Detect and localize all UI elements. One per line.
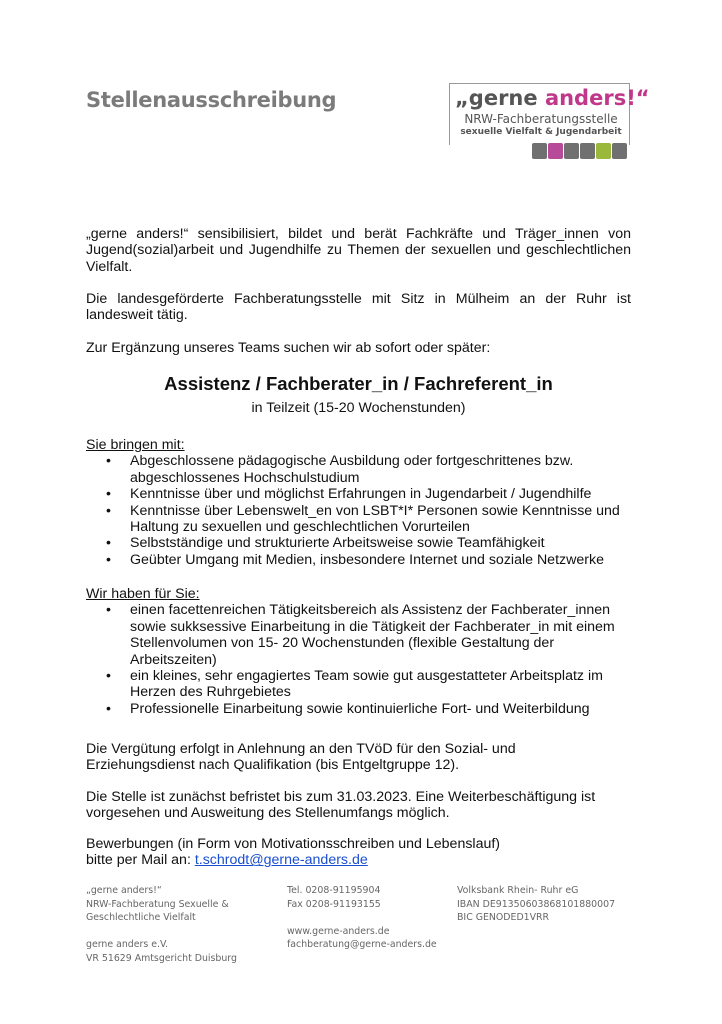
footer-line: Volksbank Rhein- Ruhr eG xyxy=(457,885,579,896)
list-item-text: einen facettenreichen Tätigkeitsbereich als Assistenz der Fachberater_innen sowie sukksessive Einarbeitung in die Tätigkeit der Fachberater_in mit einem Stellenvolumen von 15- 20 Wochenstunden (flexible Gestaltung der Arbeitszeiten) xyxy=(130,602,615,668)
list-item-text: Selbstständige und strukturierte Arbeitsweise sowie Teamfähigkeit xyxy=(130,535,545,552)
list-item-text: Geübter Umgang mit Medien, insbesondere Internet und soziale Netzwerke xyxy=(130,551,604,568)
email-link[interactable]: t.schrodt@gerne-anders.de xyxy=(194,852,368,869)
intro-paragraph-2: Die landesgeförderte Fachberatungsstelle mit Sitz in Mülheim an der Ruhr ist landesweit tätig. xyxy=(86,291,631,324)
list-item-text: Kenntnisse über und möglichst Erfahrungen in Jugendarbeit / Jugendhilfe xyxy=(130,486,592,503)
bullet-icon: • xyxy=(106,486,111,503)
document-title: Stellenausschreibung xyxy=(86,88,337,112)
footer-line: VR 51629 Amtsgericht Duisburg xyxy=(86,952,237,964)
bullet-icon: • xyxy=(106,551,111,568)
footer-line xyxy=(86,925,237,939)
list-item xyxy=(86,535,631,551)
footer-line: BIC GENODED1VRR xyxy=(457,912,550,923)
position-subtitle: in Teilzeit (15-20 Wochenstunden) xyxy=(251,400,466,416)
requirements-section xyxy=(86,437,631,568)
footer-line: www.gerne-anders.de xyxy=(287,925,390,937)
list-item xyxy=(86,453,631,486)
position-title: Assistenz / Fachberater_in / Fachreferent_in xyxy=(164,373,553,394)
footer-organization xyxy=(86,884,237,965)
contract-paragraph: Die Stelle ist zunächst befristet bis zum 31.03.2023. Eine Weiterbeschäftigung ist vorgesehen und Ausweitung des Stellenumfangs möglich. xyxy=(86,789,596,822)
list-item-text: Professionelle Einarbeitung sowie kontinuierliche Fort- und Weiterbildung xyxy=(130,700,590,717)
footer-line: fachberatung@gerne-anders.de xyxy=(287,939,437,950)
logo-color-blocks xyxy=(532,143,627,159)
application-line-1: Bewerbungen (in Form von Motivationsschreiben und Lebenslauf) xyxy=(86,836,501,852)
footer-line xyxy=(287,911,437,925)
footer-contact xyxy=(287,884,437,952)
offer-heading: Wir haben für Sie: xyxy=(86,586,200,602)
logo-color-block xyxy=(596,143,611,159)
logo-color-block xyxy=(580,143,595,159)
logo-color-block xyxy=(612,143,627,159)
requirements-heading: Sie bringen mit: xyxy=(86,437,185,453)
application-paragraph xyxy=(86,836,631,869)
bullet-icon: • xyxy=(106,602,111,619)
logo-subtitle: NRW-Fachberatungsstelle xyxy=(464,112,618,126)
list-item xyxy=(86,668,631,701)
intro-paragraph-1: „gerne anders!“ sensibilisiert, bildet und berät Fachkräfte und Träger_innen von Jugend(sozial)arbeit und Jugendhilfe zu Themen der sexuellen und geschlechtlichen Vielfalt. xyxy=(86,226,631,275)
logo-subtitle-2: sexuelle Vielfalt & Jugendarbeit xyxy=(460,127,622,137)
application-line-2 xyxy=(86,852,631,868)
bullet-icon: • xyxy=(106,535,111,552)
requirements-list xyxy=(86,453,631,568)
footer-line: „gerne anders!“ xyxy=(86,885,162,896)
list-item-text: ein kleines, sehr engagiertes Team sowie gut ausgestatteter Arbeitsplatz im Herzen des Ruhrgebietes xyxy=(130,668,603,701)
bullet-icon: • xyxy=(106,453,111,470)
footer-line: gerne anders e.V. xyxy=(86,939,169,950)
offer-list xyxy=(86,602,631,717)
logo-name-part2: anders!“ xyxy=(544,86,650,110)
logo-color-block xyxy=(564,143,579,159)
list-item xyxy=(86,486,631,502)
bullet-icon: • xyxy=(106,700,111,717)
offer-section xyxy=(86,586,631,717)
organization-logo xyxy=(449,83,650,159)
list-item xyxy=(86,701,631,717)
bullet-icon: • xyxy=(106,668,111,685)
list-item xyxy=(86,602,631,668)
salary-paragraph: Die Vergütung erfolgt in Anlehnung an den TVöD für den Sozial- und Erziehungsdienst nach Qualifikation (bis Entgeltgruppe 12). xyxy=(86,741,516,774)
logo-name xyxy=(455,86,650,110)
list-item xyxy=(86,503,631,536)
list-item-text: Abgeschlossene pädagogische Ausbildung oder fortgeschrittenes bzw. abgeschlossenes Hochschulstudium xyxy=(130,453,574,486)
list-item-text: Kenntnisse über Lebenswelt_en von LSBT*I* Personen sowie Kenntnisse und Haltung zu sexuellen und geschlechtlichen Vorurteilen xyxy=(130,502,620,536)
list-item xyxy=(86,552,631,568)
application-prefix: bitte per Mail an: xyxy=(86,852,195,869)
logo-name-part1: „gerne xyxy=(455,86,545,110)
footer-line: Geschlechtliche Vielfalt xyxy=(86,912,196,923)
footer-line: Tel. 0208-91195904 xyxy=(287,885,381,896)
footer-line: IBAN DE91350603868101880007 xyxy=(457,898,616,910)
logo-color-block xyxy=(532,143,547,159)
footer-bank xyxy=(457,884,615,925)
bullet-icon: • xyxy=(106,502,111,519)
footer-line: Fax 0208-91193155 xyxy=(287,898,381,910)
footer-line: NRW-Fachberatung Sexuelle & xyxy=(86,898,229,910)
logo-color-block xyxy=(548,143,563,159)
intro-paragraph-3: Zur Ergänzung unseres Teams suchen wir ab sofort oder später: xyxy=(86,340,491,356)
